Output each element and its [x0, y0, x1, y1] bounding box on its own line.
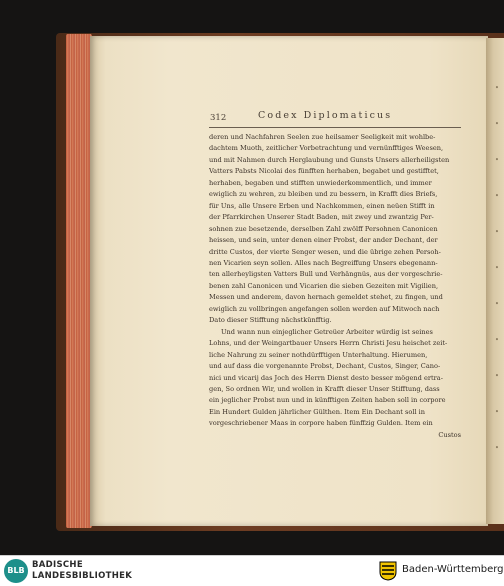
text-line: ewiglich zu vollbringen angefangen sollen werden auf Mitwoch nach [209, 304, 440, 313]
text-line: liche Nahrung zu seiner nothdürfftigen Unterhaltung. Hierumen, [209, 350, 428, 359]
text-line: und auf dass die vorgenannte Probst, Dechant, Custos, Singer, Cano- [209, 362, 441, 371]
header-rule [209, 127, 461, 128]
blb-logo[interactable]: BLB [4, 559, 28, 583]
text-line: dachtem Muoth, zeitlicher Vorbetrachtung und vernünfftiges Weesen, [209, 144, 444, 153]
text-line: Messen und anderem, davon hernach gemeldet stehet, zu fingen, und [209, 293, 443, 302]
page-text [209, 132, 461, 441]
running-head: Codex Diplomaticus [258, 110, 393, 121]
text-line: nici und vicarij das Joch des Herrn Dienst desto besser mögend ertra- [209, 373, 443, 382]
text-line: sohnen zue besetzende, derselben Zahl zwölff Persohnen Canonicen [209, 224, 438, 233]
text-line: Ein Hundert Gulden jährlicher Gülthen. Item Ein Dechant soll in [209, 407, 426, 416]
library-name-line2: LANDESBIBLIOTHEK [32, 571, 133, 581]
footer-bar [0, 555, 504, 586]
library-name-line1: BADISCHE [32, 560, 83, 570]
text-line: vorgeschriebener Maas in corpore haben fünffzig Gulden. Item ein [209, 419, 433, 428]
text-line: Und wann nun einjeglicher Getreüer Arbeiter würdig ist seines [221, 327, 433, 336]
library-name[interactable] [32, 560, 132, 582]
text-line: für Uns, alle Unsere Erben und Nachkommen, einen neüen Stifft in [209, 201, 435, 210]
text-line: ein jeglicher Probst nun und in künfftigen Zeiten haben soll in corpore [209, 396, 446, 405]
text-line: Custos [438, 430, 461, 439]
facing-page-marks: • • • • • • • • • • • [494, 84, 500, 452]
text-line: heissen, und sein, unter denen einer Probst, der ander Dechant, der [209, 236, 438, 245]
state-name[interactable]: Baden-Württemberg [402, 564, 504, 575]
text-line: benen zahl Canonicen und Vicarien die sieben Gezeiten mit Vigilien, [209, 281, 439, 290]
text-line: ewiglich zu wehren, zu bleiben und zu bessern, in Krafft dies Briefs, [209, 190, 438, 199]
page-fore-edge [66, 34, 92, 528]
bw-coat-of-arms-icon [379, 561, 397, 581]
page-number: 312 [210, 113, 227, 123]
text-line: Lohns, und der Weingartbauer Unsers Herrn Christi Jesu heischet zeit- [209, 339, 448, 348]
text-line: herhaben, begaben und stifften unwiederkommentlich, und immer [209, 178, 432, 187]
text-line: nen Vicarien seyn sollen. Alles nach Begreiffung Unsers ebegenann- [209, 258, 438, 267]
text-line: der Pfarrkirchen Unserer Stadt Baden, mit zwey und zwantzig Per- [209, 213, 434, 222]
text-line: Dato dieser Stifftung nächstkünfftig. [209, 316, 332, 325]
text-line: und mit Nahmen durch Herglaubung und Gunsts Unsers allerheiligsten [209, 155, 450, 164]
text-line: Vatters Pabsts Nicolai des fünfften herhaben, begabet und gestifftet, [209, 167, 439, 176]
text-line: gen, So ordnen Wir, und wollen in Krafft dieser Unser Stifftung, dass [209, 384, 440, 393]
text-line: deren und Nachfahren Seelen zue heilsamer Seeligkeit mit wohlbe- [209, 133, 436, 141]
text-line: dritte Custos, der vierte Senger wesen, und die übrige zehen Persoh- [209, 247, 441, 256]
text-line: ten allerheyligsten Vatters Bull und Verhängnüs, aus der vorgeschrie- [209, 270, 443, 279]
